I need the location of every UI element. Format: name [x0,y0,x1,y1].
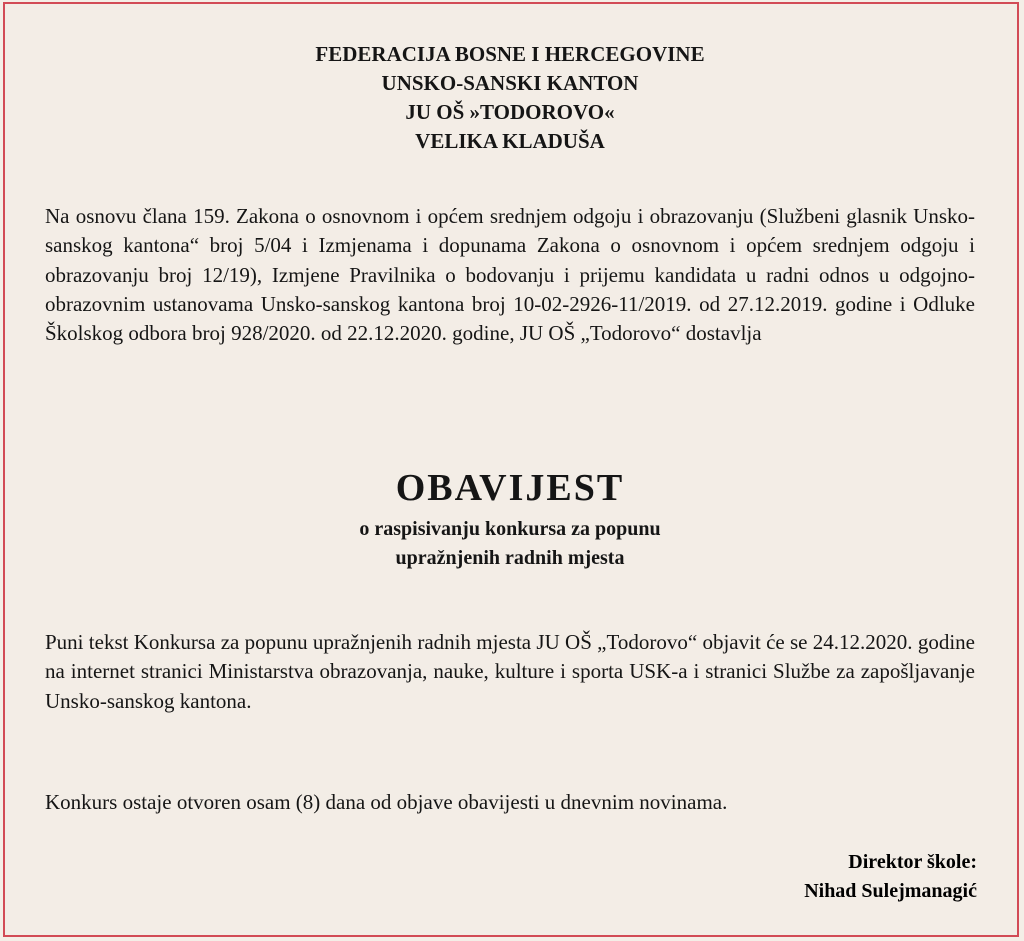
body-paragraph-2: Konkurs ostaje otvoren osam (8) dana od objave obavijesti u dnevnim novinama. [45,790,728,814]
notice-frame [3,2,1019,937]
header-line-canton: UNSKO-SANSKI KANTON [381,71,639,95]
notice-title: OBAVIJEST [395,467,625,509]
body-paragraph-1: Puni tekst Konkursa za popunu upražnjenih radnih mjesta JU OŠ „Todorovo“ objavit će se 24.12.2020. godine na internet stranici Ministarstva obrazovanja, nauke, kulture i sporta USK-a i stranici Službe za zapošljavanje Unsko-sanskog kantona. [45,630,975,713]
signature-role: Direktor škole: [848,851,977,873]
intro-paragraph: Na osnovu člana 159. Zakona o osnovnom i općem srednjem odgoju i obrazovanju (Službeni glasnik Unsko-sanskog kantona“ broj 5/04 i Izmjenama i dopunama Zakona o osnovnom i općem srednjem odgoju i obrazovanju broj 12/19), Izmjene Pravilnika o bodovanju i prijemu kandidata u radni odnos u odgojno-obrazovnim ustanovama Unsko-sanskog kantona broj 10-02-2926-11/2019. od 27.12.2019. godine i Odluke Školskog odbora broj 928/2020. od 22.12.2020. godine, JU OŠ „Todorovo“ dostavlja [45,204,975,346]
signature-block [804,848,977,906]
header-line-federation: FEDERACIJA BOSNE I HERCEGOVINE [315,42,705,66]
notice-subtitle-line1: o raspisivanju konkursa za popunu [359,518,661,540]
header-line-city: VELIKA KLADUŠA [415,129,605,153]
header-block [45,40,975,156]
notice-subtitle-line2: upražnjenih radnih mjesta [395,547,625,569]
signature-name: Nihad Sulejmanagić [804,880,977,902]
notice-subtitle [45,515,975,573]
header-line-school: JU OŠ »TODOROVO« [405,100,615,124]
